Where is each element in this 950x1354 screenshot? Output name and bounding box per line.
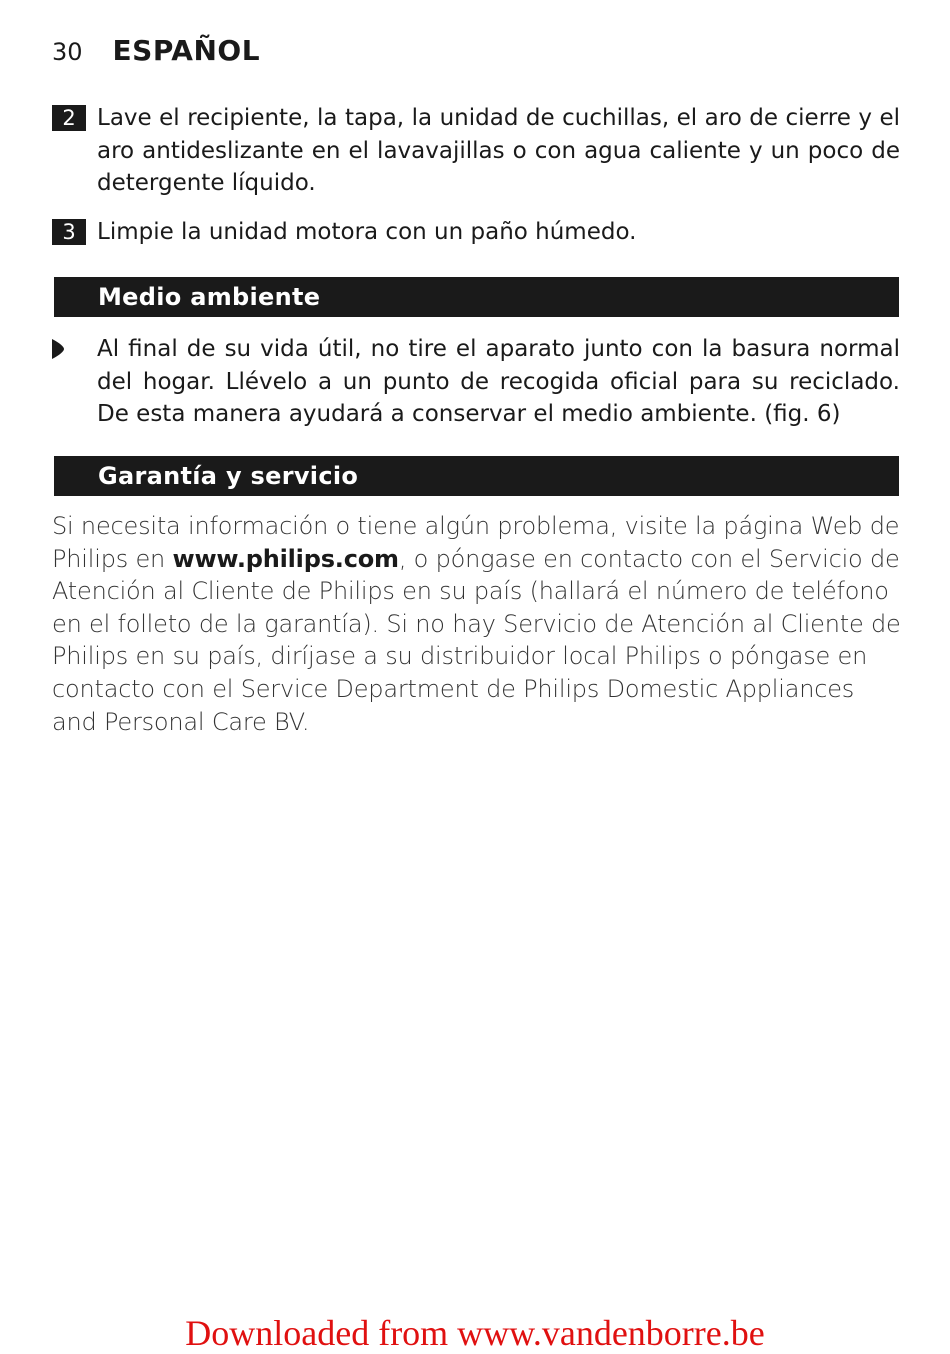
section-bar-warranty — [54, 456, 899, 496]
section-bar-environment — [54, 277, 899, 317]
section-title: Medio ambiente — [98, 283, 321, 311]
section-title: Garantía y servicio — [98, 462, 359, 490]
page-number: 30 — [52, 38, 83, 66]
page-header — [52, 34, 260, 74]
step-item-2 — [52, 102, 900, 200]
download-source-footer[interactable]: Downloaded from www.vandenborre.be — [185, 1313, 765, 1353]
step-number-badge: 3 — [52, 219, 86, 245]
step-item-3 — [52, 216, 900, 249]
step-text: Lave el recipiente, la tapa, la unidad de cuchillas, el aro de cierre y el aro antideslizante en el lavavajillas o con agua caliente y un poco de detergente líquido. — [97, 105, 900, 196]
step-text: Limpie la unidad motora con un paño húmedo. — [97, 219, 637, 245]
language-heading: ESPAÑOL — [112, 34, 261, 67]
warranty-text-before-link: Si necesita información o tiene algún problema, visite la página Web de Philips en — [52, 512, 900, 573]
warranty-paragraph — [52, 510, 902, 738]
bullet-text: Al final de su vida útil, no tire el aparato junto con la basura normal del hogar. Llévelo a un punto de recogida oficial para su reciclado. De esta manera ayudará a conservar el medio ambiente. (fig. 6) — [97, 336, 900, 427]
philips-website-link[interactable]: www.philips.com — [172, 544, 399, 573]
step-number-badge: 2 — [52, 105, 86, 131]
warranty-text-after-link: , o póngase en contacto con el Servicio de Atención al Cliente de Philips en su país (hallará el número de teléfono en el folleto de la garantía). Si no hay Servicio de Atención al Cliente de Philips en su país, diríjase a su distribuidor local Philips o póngase en contacto con el Service Department de Philips Domestic Appliances and Personal Care BV. — [52, 544, 901, 736]
environment-bullet-item — [52, 333, 900, 431]
bullet-arrow-icon — [52, 333, 97, 364]
